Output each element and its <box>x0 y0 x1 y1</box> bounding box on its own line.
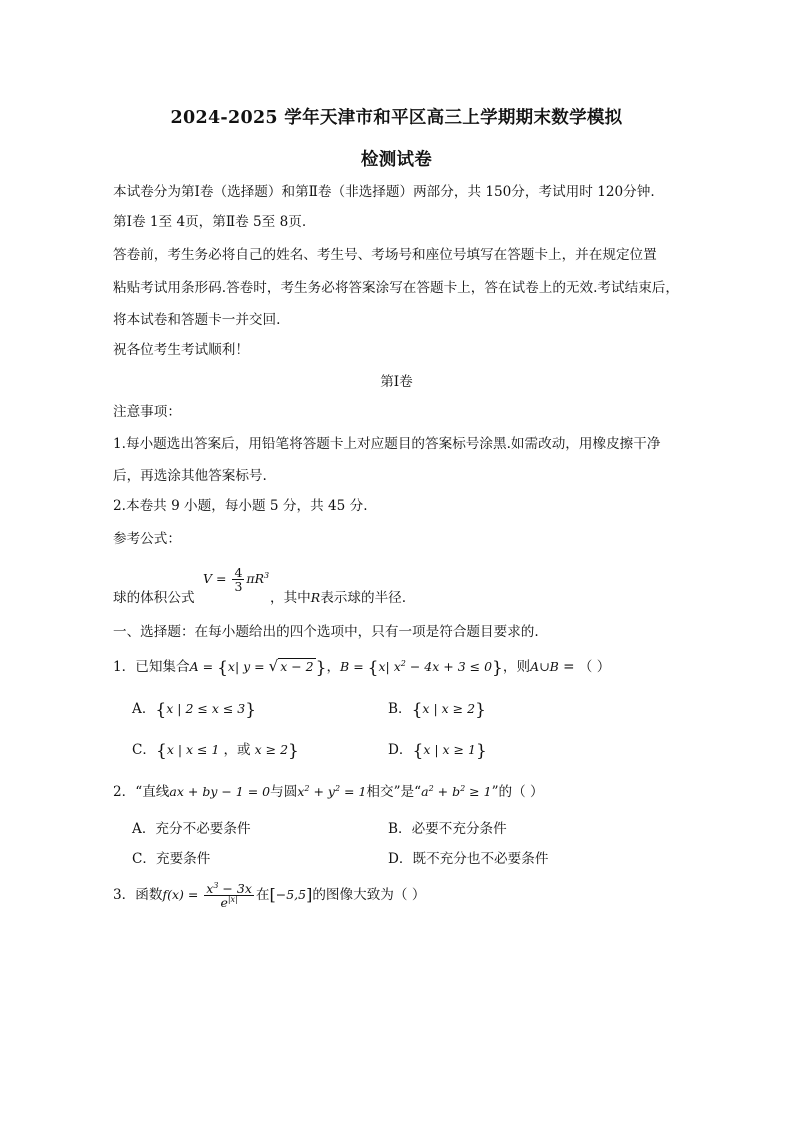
q1-option-a[interactable] <box>132 700 256 719</box>
q2-circle-expr: $x^2 + y^2 = 1$ <box>297 783 367 799</box>
q2-mid: 与圆 <box>270 784 298 800</box>
formula-exponent: 3 <box>264 570 270 580</box>
q3-func-lhs: f(x) = <box>162 887 203 902</box>
option-label: A． <box>132 701 156 717</box>
q1-set-b <box>340 658 503 678</box>
option-text: 充分不必要条件 <box>155 821 251 837</box>
q2-option-d[interactable] <box>388 850 548 868</box>
q2-option-a[interactable] <box>132 820 251 838</box>
q1-option-c[interactable] <box>132 741 299 760</box>
q1-set-b-exponent: 2 <box>400 658 406 668</box>
formula-numerator: 4 <box>234 565 243 580</box>
q1-then: ，则 <box>502 659 531 675</box>
intro-line-2: 第Ⅰ卷 1至 4页，第Ⅱ卷 5至 8页. <box>113 214 307 230</box>
q1-set-a-inner: x| y = <box>227 659 269 674</box>
brace-open: { <box>367 658 379 678</box>
option-label: A． <box>132 821 156 837</box>
q1-tail: = （ ） <box>558 659 611 675</box>
option-text: 充要条件 <box>156 851 211 867</box>
q3-function <box>162 880 255 910</box>
note-1-line-1: 1.每小题选出答案后，用铅笔将答题卡上对应题目的答案标号涂黑.如需改动，用橡皮擦干净 <box>113 436 661 452</box>
option-expr-2: x ≥ 2} <box>250 741 299 761</box>
q1-set-a-lhs: A = <box>189 659 218 674</box>
intro-line-6: 祝各位考生考试顺利！ <box>113 342 249 358</box>
formula-heading: 参考公式： <box>113 531 181 547</box>
notes-heading: 注意事项： <box>113 404 181 420</box>
option-label: B． <box>388 821 412 837</box>
formula-denominator: 3 <box>234 579 243 594</box>
formula-tail: ，其中 <box>270 590 311 606</box>
option-expr: {x | x ≥ 1} <box>412 741 487 761</box>
formula-description <box>270 589 406 607</box>
note-2: 2.本卷共 9 小题，每小题 5 分，共 45 分. <box>113 498 368 514</box>
q2-mid-2: 相交”是“ <box>366 784 422 800</box>
option-label: D． <box>388 742 413 758</box>
q3-mid: 在 <box>255 887 270 903</box>
option-text: 既不充分也不必要条件 <box>412 851 549 867</box>
formula-fraction <box>232 566 244 593</box>
formula-variable: R <box>310 590 321 605</box>
option-or: ，或 <box>223 742 251 758</box>
q1-set-b-lhs: B = <box>340 659 368 674</box>
q3-interval: [−5,5] <box>269 885 313 904</box>
q3-numerator: $x^3 - 3x$ <box>206 880 252 896</box>
q1-set-b-inner: x| x <box>378 659 401 674</box>
option-label: C． <box>132 742 156 758</box>
q1-option-b[interactable] <box>388 700 486 719</box>
formula-rhs: πR <box>246 571 265 586</box>
formula-label: 球的体积公式 <box>113 590 195 606</box>
q2-option-c[interactable] <box>132 850 210 868</box>
intro-line-4: 粘贴考试用条形码.答卷时，考生务必将答案涂写在答题卡上，答在试卷上的无效.考试结束后， <box>113 280 679 296</box>
q1-union: A∪B <box>530 659 559 674</box>
option-text: 必要不充分条件 <box>411 821 507 837</box>
q2-condition-expr: $a^2 + b^2 \ge 1$ <box>421 783 492 799</box>
brace-close: } <box>315 658 327 678</box>
q2-tail: ”的（ ） <box>491 784 544 800</box>
question-3 <box>113 882 425 909</box>
option-label: B． <box>388 701 412 717</box>
q1-set-a-radicand: x − 2 <box>280 659 314 674</box>
formula-tail-2: 表示球的半径. <box>320 590 407 606</box>
question-2 <box>113 783 544 801</box>
q1-set-b-rest: − 4x + 3 ≤ 0 <box>405 659 493 674</box>
q1-option-d[interactable] <box>388 741 487 760</box>
option-expr: {x | 2 ≤ x ≤ 3} <box>155 700 257 720</box>
sqrt-icon: √ <box>268 657 279 675</box>
q1-prefix: 1．已知集合 <box>113 659 190 675</box>
brace-close: } <box>492 658 503 678</box>
sphere-volume-formula <box>203 566 269 593</box>
brace-open: { <box>217 658 228 678</box>
exam-subtitle: 检测试卷 <box>360 150 433 170</box>
q2-option-b[interactable] <box>388 820 507 838</box>
exam-title: 2024-2025 学年天津市和平区高三上学期期末数学模拟 <box>170 108 623 128</box>
section-title: 第Ⅰ卷 <box>380 374 413 390</box>
intro-line-3: 答卷前，考生务必将自己的姓名、考生号、考场号和座位号填写在答题卡上，并在规定位置 <box>113 247 657 263</box>
intro-line-5: 将本试卷和答题卡一并交回. <box>113 312 281 328</box>
part-1-heading: 一、选择题：在每小题给出的四个选项中，只有一项是符合题目要求的. <box>113 624 539 640</box>
q3-tail: 的图像大致为（ ） <box>312 887 426 903</box>
q1-separator: ， <box>326 659 341 675</box>
option-expr: {x | x ≤ 1 <box>156 741 224 761</box>
q2-prefix: 2．“直线 <box>113 784 170 800</box>
q3-fraction <box>204 882 254 909</box>
question-1 <box>113 657 610 677</box>
option-expr: {x | x ≥ 2} <box>411 700 486 720</box>
q1-set-a <box>189 657 327 678</box>
q3-prefix: 3．函数 <box>113 887 163 903</box>
option-label: D． <box>388 851 413 867</box>
intro-line-1: 本试卷分为第Ⅰ卷（选择题）和第Ⅱ卷（非选择题）两部分，共 150分，考试用时 120分钟. <box>113 184 655 200</box>
q3-denominator: $e^{|x|}$ <box>220 894 238 910</box>
q2-line-expr: ax + by − 1 = 0 <box>169 784 271 799</box>
option-label: C． <box>132 851 156 867</box>
note-1-line-2: 后，再选涂其他答案标号. <box>113 468 267 484</box>
formula-lhs: V = <box>203 571 231 586</box>
